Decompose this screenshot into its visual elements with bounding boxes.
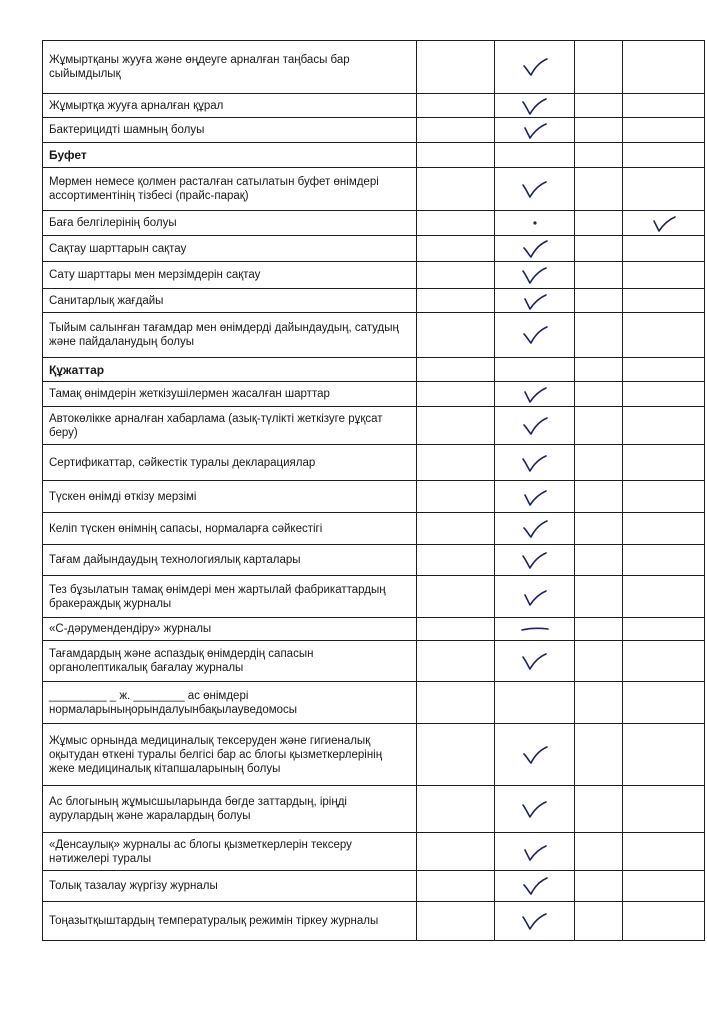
- mark-cell: [623, 143, 705, 168]
- mark-cell: [417, 358, 495, 382]
- mark-cell: [623, 871, 705, 902]
- mark-cell: [575, 358, 623, 382]
- mark-cell: [575, 513, 623, 545]
- item-label: Ас блогының жұмысшыларында бөгде заттардың, іріңді аурулардың және жаралардың болуы: [43, 786, 417, 833]
- mark-cell: [495, 902, 575, 941]
- mark-cell: [575, 833, 623, 871]
- mark-cell: [417, 236, 495, 262]
- item-label: Тоңазытқыштардың температуралық режимін тіркеу журналы: [43, 902, 417, 941]
- mark-cell: [623, 576, 705, 618]
- mark-cell: [623, 513, 705, 545]
- mark-cell: [417, 513, 495, 545]
- mark-cell: [623, 641, 705, 682]
- mark-cell: [417, 724, 495, 786]
- checklist-row: [43, 481, 705, 513]
- mark-cell: [575, 313, 623, 358]
- mark-cell: [623, 358, 705, 382]
- mark-cell: [495, 262, 575, 289]
- mark-cell: [575, 871, 623, 902]
- checkmark-icon: [650, 213, 678, 233]
- mark-cell: [575, 236, 623, 262]
- mark-cell: [417, 168, 495, 211]
- mark-cell: [417, 118, 495, 143]
- mark-cell: [417, 682, 495, 724]
- mark-cell: [495, 545, 575, 576]
- checkmark-icon: [521, 453, 549, 473]
- mark-cell: [623, 618, 705, 641]
- checklist-row: [43, 724, 705, 786]
- item-label: «С-дәрумендендіру» журналы: [43, 618, 417, 641]
- checklist-row: [43, 168, 705, 211]
- mark-cell: [575, 576, 623, 618]
- item-label: Тамақ өнімдерін жеткізушілермен жасалған шарттар: [43, 382, 417, 407]
- mark-cell: [495, 94, 575, 118]
- mark-cell: [495, 143, 575, 168]
- item-label: Жұмыртқа жууға арналған құрал: [43, 94, 417, 118]
- checklist-row: [43, 41, 705, 94]
- checkmark-icon: [521, 179, 549, 199]
- checkmark-icon: [521, 745, 549, 765]
- mark-cell: [575, 618, 623, 641]
- mark-cell: [417, 833, 495, 871]
- checkmark-icon: [521, 265, 549, 285]
- inspection-checklist-table: [42, 40, 705, 941]
- checkmark-icon: [521, 550, 549, 570]
- mark-cell: [575, 481, 623, 513]
- checklist-row: [43, 262, 705, 289]
- mark-cell: [575, 118, 623, 143]
- checklist-row: [43, 407, 705, 445]
- item-label: Бактерицидті шамның болуы: [43, 118, 417, 143]
- mark-cell: [495, 289, 575, 313]
- mark-cell: [417, 211, 495, 236]
- item-label: Тез бұзылатын тамақ өнімдері мен жартылай фабрикаттардың бракераждық журналы: [43, 576, 417, 618]
- mark-cell: [417, 289, 495, 313]
- mark-cell: [417, 94, 495, 118]
- mark-cell: [417, 545, 495, 576]
- mark-cell: [623, 786, 705, 833]
- item-label: «Денсаулық» журналы ас блогы қызметкерлерін тексеру нәтижелері туралы: [43, 833, 417, 871]
- mark-cell: [417, 641, 495, 682]
- item-label: Мөрмен немесе қолмен расталған сатылатын буфет өнімдері ассортиментінің тізбесі (прайс-парақ): [43, 168, 417, 211]
- item-label: Автокөлікке арналған хабарлама (азық-түлікті жеткізуге рұқсат беру): [43, 407, 417, 445]
- mark-cell: [623, 833, 705, 871]
- mark-cell: [623, 481, 705, 513]
- checkmark-icon: [521, 239, 549, 259]
- checkmark-icon: [521, 416, 549, 436]
- mark-cell: [495, 833, 575, 871]
- checklist-row: [43, 513, 705, 545]
- mark-cell: [575, 94, 623, 118]
- checklist-row: [43, 545, 705, 576]
- checklist-row: [43, 786, 705, 833]
- mark-cell: [495, 118, 575, 143]
- mark-cell: [575, 682, 623, 724]
- checklist-row: [43, 576, 705, 618]
- checklist-row: [43, 871, 705, 902]
- checklist-row: [43, 833, 705, 871]
- checkmark-icon: [521, 57, 549, 77]
- checkmark-icon: [521, 384, 549, 404]
- mark-cell: [575, 641, 623, 682]
- checklist-row: [43, 382, 705, 407]
- mark-cell: [495, 513, 575, 545]
- checkmark-icon: [521, 799, 549, 819]
- mark-cell: [575, 902, 623, 941]
- item-label: Келіп түскен өнімнің сапасы, нормаларға сәйкестігі: [43, 513, 417, 545]
- mark-cell: [623, 382, 705, 407]
- checkmark-icon: [521, 651, 549, 671]
- mark-cell: [623, 682, 705, 724]
- mark-cell: [575, 211, 623, 236]
- mark-cell: [575, 445, 623, 481]
- checklist-row: [43, 641, 705, 682]
- dash-mark-icon: [520, 625, 550, 633]
- checklist-row: [43, 236, 705, 262]
- mark-cell: [623, 236, 705, 262]
- mark-cell: [575, 41, 623, 94]
- mark-cell: [575, 786, 623, 833]
- checkmark-icon: [521, 325, 549, 345]
- mark-cell: [623, 545, 705, 576]
- mark-cell: [623, 168, 705, 211]
- section-header-row: [43, 143, 705, 168]
- item-label: Сертификаттар, сәйкестік туралы декларациялар: [43, 445, 417, 481]
- checklist-row: [43, 902, 705, 941]
- mark-cell: [495, 641, 575, 682]
- checklist-row: [43, 118, 705, 143]
- item-label: Жұмыс орнында медициналық тексеруден және гигиеналық оқытудан өткені туралы белгісі бар ас блогы қызметкерлерінің жеке медициналық кітапшаларының болуы: [43, 724, 417, 786]
- checklist-row: [43, 289, 705, 313]
- item-label: Тағам дайындаудың технологиялық карталары: [43, 545, 417, 576]
- checklist-row: [43, 94, 705, 118]
- mark-cell: [495, 382, 575, 407]
- mark-cell: [495, 168, 575, 211]
- mark-cell: [495, 211, 575, 236]
- mark-cell: [495, 576, 575, 618]
- checklist-row: [43, 313, 705, 358]
- mark-cell: [623, 313, 705, 358]
- checkmark-icon: [521, 911, 549, 931]
- mark-cell: [495, 313, 575, 358]
- mark-cell: [417, 902, 495, 941]
- mark-cell: [623, 262, 705, 289]
- mark-cell: [417, 576, 495, 618]
- checkmark-icon: [521, 120, 549, 140]
- checklist-row: [43, 682, 705, 724]
- mark-cell: [417, 481, 495, 513]
- checklist-row: [43, 211, 705, 236]
- checkmark-icon: [521, 487, 549, 507]
- item-label: Жұмыртқаны жууға және өңдеуге арналған таңбасы бар сыйымдылық: [43, 41, 417, 94]
- mark-cell: [417, 871, 495, 902]
- section-header-row: [43, 358, 705, 382]
- checkmark-icon: [521, 96, 549, 116]
- mark-cell: [417, 313, 495, 358]
- mark-cell: [417, 262, 495, 289]
- item-label: Баға белгілерінің болуы: [43, 211, 417, 236]
- mark-cell: [575, 407, 623, 445]
- item-label: Сату шарттары мен мерзімдерін сақтау: [43, 262, 417, 289]
- mark-cell: [623, 118, 705, 143]
- mark-cell: [417, 143, 495, 168]
- checklist-row: [43, 618, 705, 641]
- mark-cell: [495, 786, 575, 833]
- mark-cell: [495, 481, 575, 513]
- checkmark-icon: [521, 842, 549, 862]
- mark-cell: [623, 41, 705, 94]
- checkmark-icon: [521, 291, 549, 311]
- mark-cell: [495, 445, 575, 481]
- section-title: Құжаттар: [43, 358, 417, 382]
- mark-cell: [417, 618, 495, 641]
- mark-cell: [417, 382, 495, 407]
- mark-cell: [495, 871, 575, 902]
- mark-cell: [575, 289, 623, 313]
- pen-dot-icon: [532, 220, 538, 226]
- mark-cell: [417, 786, 495, 833]
- mark-cell: [495, 682, 575, 724]
- item-label: Тағамдардың және аспаздық өнімдердің сапасын органолептикалық бағалау журналы: [43, 641, 417, 682]
- mark-cell: [575, 724, 623, 786]
- mark-cell: [623, 407, 705, 445]
- mark-cell: [623, 289, 705, 313]
- mark-cell: [495, 358, 575, 382]
- mark-cell: [575, 545, 623, 576]
- mark-cell: [417, 407, 495, 445]
- mark-cell: [623, 94, 705, 118]
- mark-cell: [623, 724, 705, 786]
- mark-cell: [495, 724, 575, 786]
- checklist-row: [43, 445, 705, 481]
- mark-cell: [417, 445, 495, 481]
- mark-cell: [623, 445, 705, 481]
- mark-cell: [623, 211, 705, 236]
- item-label: Толық тазалау жүргізу журналы: [43, 871, 417, 902]
- checkmark-icon: [521, 587, 549, 607]
- item-label: Тыйым салынған тағамдар мен өнімдерді дайындаудың, сатудың және пайдаланудың болуы: [43, 313, 417, 358]
- mark-cell: [495, 236, 575, 262]
- mark-cell: [575, 382, 623, 407]
- mark-cell: [495, 618, 575, 641]
- item-label: _________ _ ж. ________ ас өнімдері нормаларыныңорындалуынбақылауведомосы: [43, 682, 417, 724]
- checkmark-icon: [521, 876, 549, 896]
- item-label: Түскен өнімді өткізу мерзімі: [43, 481, 417, 513]
- item-label: Сақтау шарттарын сақтау: [43, 236, 417, 262]
- mark-cell: [495, 407, 575, 445]
- mark-cell: [495, 41, 575, 94]
- mark-cell: [417, 41, 495, 94]
- item-label: Санитарлық жағдайы: [43, 289, 417, 313]
- checkmark-icon: [521, 519, 549, 539]
- mark-cell: [575, 143, 623, 168]
- section-title: Буфет: [43, 143, 417, 168]
- mark-cell: [575, 262, 623, 289]
- mark-cell: [575, 168, 623, 211]
- mark-cell: [623, 902, 705, 941]
